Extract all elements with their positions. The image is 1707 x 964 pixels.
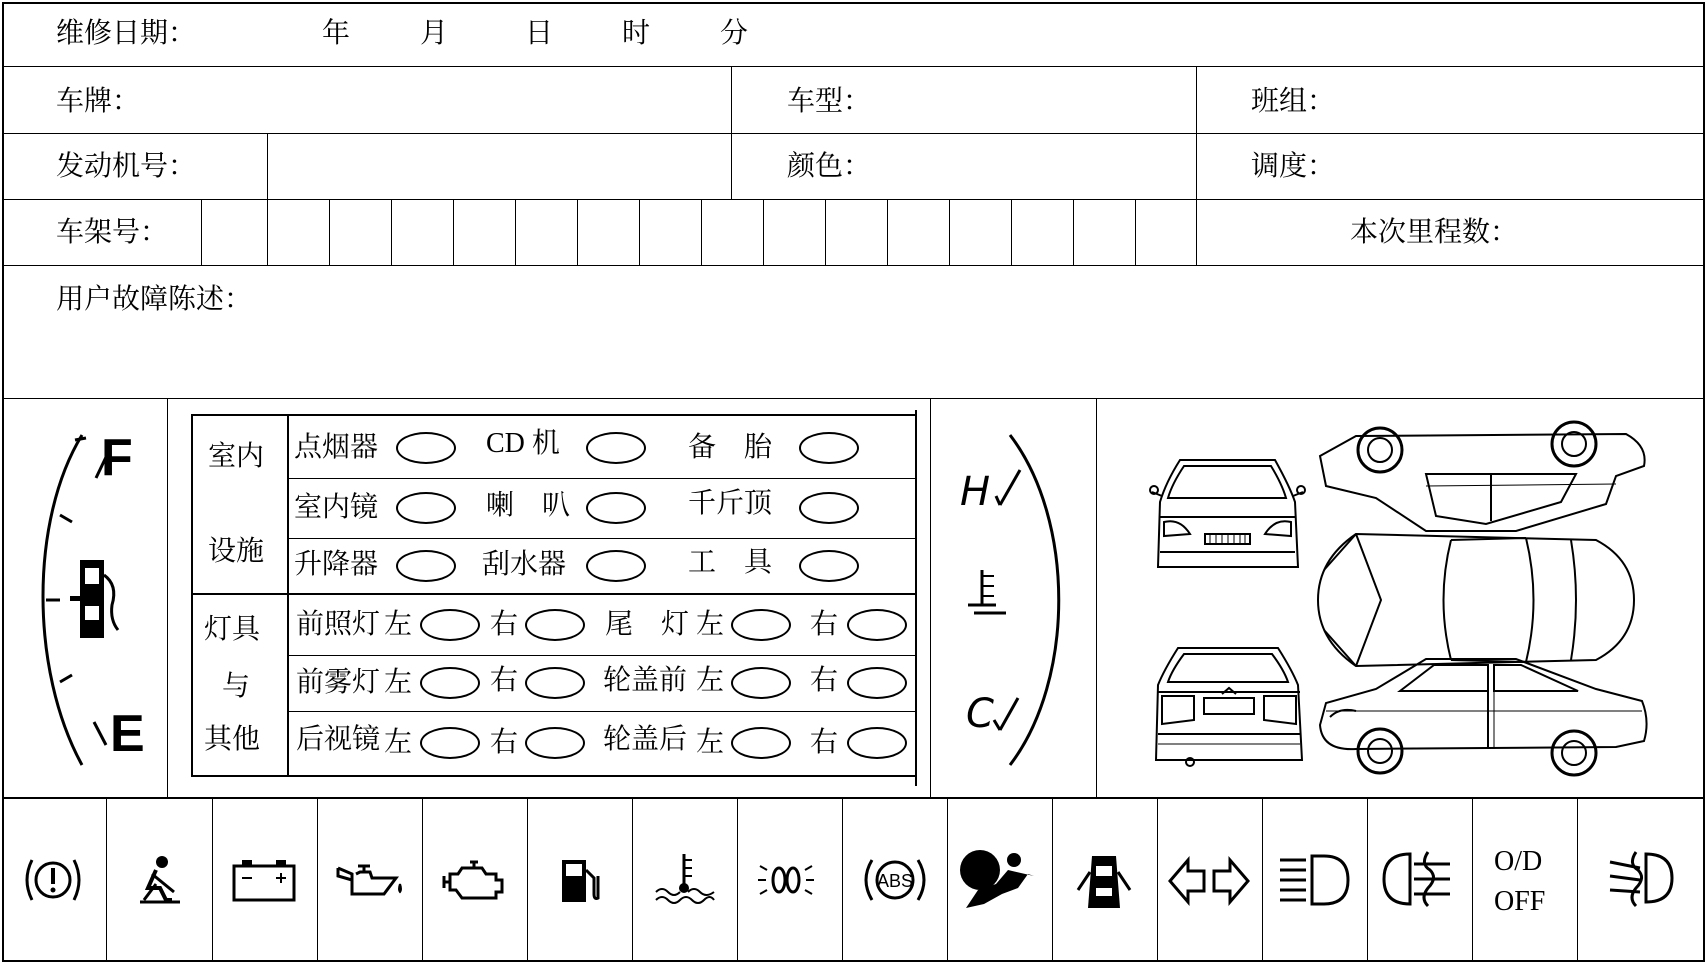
vin-cell-line [1135,199,1136,265]
taillight-left-label: 左 [696,609,725,640]
car-top-view-icon [1316,530,1636,670]
row-line-1 [2,66,1705,67]
car-side-view-top-icon [1316,416,1652,536]
seatbelt-warning-icon [136,854,184,906]
checklist-border [191,414,917,416]
complaint-label: 用户故障陈述： [56,284,253,315]
icon-cell-line [1262,797,1263,962]
checkbox-hubcap-front-right[interactable] [847,667,907,699]
border-bottom [2,960,1705,962]
item-jack: 千斤顶 [688,488,773,519]
icon-cell-line [1052,797,1053,962]
temp-cold-label: C [966,691,994,737]
od-off-line2: OFF [1494,886,1546,917]
fog-light-right-label: 右 [490,665,519,696]
hubcap-rear-right-label: 右 [810,727,839,758]
item-window-lifter: 升降器 [294,549,379,580]
engine-no-label: 发动机号： [56,151,197,182]
row-line-3 [2,199,1705,200]
door-open-icon [1076,852,1132,910]
col-line-engine [267,133,268,265]
checkbox-fog-light-left[interactable] [420,667,480,699]
item-tools: 工 具 [688,547,773,578]
checklist-group-line [191,593,917,595]
checkbox-rear-mirror-left[interactable] [420,727,480,759]
vin-cell-line [1073,199,1074,265]
airbag-warning-icon [958,846,1038,912]
checkbox-window-lifter[interactable] [396,550,456,582]
icon-cell-line [842,797,843,962]
icon-cell-line [1367,797,1368,962]
item-cd-player: CD 机 [486,428,560,459]
front-fog-light-icon [1606,848,1676,908]
headlight-left-label: 左 [384,609,413,640]
od-off-line1: O/D [1494,846,1543,877]
item-wiper: 刮水器 [482,549,567,580]
col-line-temp [1096,398,1097,797]
checklist-row-line [287,655,915,656]
checkbox-headlight-right[interactable] [525,609,585,641]
checkbox-wiper[interactable] [586,550,646,582]
car-front-view-icon [1150,452,1305,574]
row-line-4 [2,265,1705,266]
checklist-border [191,414,193,777]
col-line-team [1196,66,1197,266]
vin-cell-line [949,199,950,265]
fuel-full-label: F [101,429,133,487]
checkbox-hubcap-front-left[interactable] [731,667,791,699]
checkbox-spare-tire[interactable] [799,432,859,464]
item-taillight: 尾 灯 [605,609,690,640]
row-line-6 [2,797,1705,799]
item-hubcap-front: 轮盖前 [603,665,688,696]
icon-cell-line [947,797,948,962]
plate-label: 车牌： [56,86,141,117]
vin-cell-line [763,199,764,265]
abs-warning-icon [858,852,932,908]
day-label: 日 [525,18,554,49]
mileage-label: 本次里程数： [1350,217,1519,248]
checklist-border [915,410,917,786]
item-headlight: 前照灯 [296,609,381,640]
col-line-fuel [167,398,168,797]
vin-cell-line [515,199,516,265]
border-left [2,2,4,962]
taillight-right-label: 右 [810,609,839,640]
checkbox-taillight-right[interactable] [847,609,907,641]
col-line-vin-start [201,199,202,265]
item-horn: 喇 叭 [486,490,571,521]
checkbox-hubcap-rear-left[interactable] [731,727,791,759]
vin-cell-line [825,199,826,265]
high-beam-icon [1276,852,1352,908]
team-label: 班组： [1251,86,1336,117]
checkbox-taillight-left[interactable] [731,609,791,641]
checkbox-fog-light-right[interactable] [525,667,585,699]
rear-fog-light-icon [1380,848,1456,910]
hour-label: 时 [622,18,651,49]
checkbox-hubcap-rear-right[interactable] [847,727,907,759]
checkbox-interior-mirror[interactable] [396,492,456,524]
col-line-model [731,66,732,199]
icon-cell-line [632,797,633,962]
month-label: 月 [420,18,449,49]
icon-cell-line [422,797,423,962]
icon-cell-line [1472,797,1473,962]
border-right [1703,2,1705,962]
color-label: 颜色： [787,151,872,182]
group-interior-2: 设施 [208,536,265,567]
checkbox-headlight-left[interactable] [420,609,480,641]
col-line-checklist-end [930,398,931,797]
hubcap-front-right-label: 右 [810,665,839,696]
vin-cell-line [1011,199,1012,265]
vin-cell-line [329,199,330,265]
vin-label: 车架号： [56,217,169,248]
checklist-border [191,775,917,777]
vin-cell-line [887,199,888,265]
vin-cell-line [701,199,702,265]
repair-date-label: 维修日期： [56,18,197,49]
vin-cell-line [453,199,454,265]
year-label: 年 [322,18,351,49]
coolant-temperature-icon [652,850,718,906]
icon-cell-line [737,797,738,962]
icon-cell-line [317,797,318,962]
item-fog-light: 前雾灯 [296,667,381,698]
checklist-row-line [287,478,915,479]
checkbox-tools[interactable] [799,550,859,582]
oil-pressure-icon [334,858,406,902]
row-line-2 [2,133,1705,134]
vin-cell-line [577,199,578,265]
turn-signal-icon [1166,856,1252,906]
dispatch-label: 调度： [1251,151,1336,182]
temp-hot-label: H [960,469,991,515]
hubcap-front-left-label: 左 [696,665,725,696]
car-side-view-bottom-icon [1316,655,1652,780]
icon-cell-line [527,797,528,962]
group-lights-1: 灯具 [204,614,261,645]
item-hubcap-rear: 轮盖后 [603,724,688,755]
checklist-row-line [287,711,915,712]
item-cigarette-lighter: 点烟器 [294,432,379,463]
vin-cell-line [639,199,640,265]
checkbox-rear-mirror-right[interactable] [525,727,585,759]
rear-mirror-right-label: 右 [490,727,519,758]
headlight-right-label: 右 [490,609,519,640]
checkbox-cigarette-lighter[interactable] [396,432,456,464]
checkbox-jack[interactable] [799,492,859,524]
fog-light-left-label: 左 [384,667,413,698]
car-rear-view-icon [1150,640,1310,770]
brake-warning-icon [22,852,84,908]
vin-cell-line [391,199,392,265]
hubcap-rear-left-label: 左 [696,727,725,758]
border-top [2,2,1705,4]
checkbox-horn[interactable] [586,492,646,524]
group-lights-3: 其他 [204,724,261,755]
icon-cell-line [1577,797,1578,962]
item-spare-tire: 备 胎 [688,432,773,463]
icon-cell-line [1157,797,1158,962]
checklist-group-divider [287,414,289,777]
icon-cell-line [212,797,213,962]
rear-mirror-left-label: 左 [384,727,413,758]
battery-warning-icon [230,856,298,904]
minute-label: 分 [720,18,749,49]
checklist-row-line [287,538,915,539]
abs-text: ABS [876,871,914,891]
low-fuel-icon [558,856,602,906]
row-line-5 [2,398,1705,399]
item-rear-mirror: 后视镜 [296,724,381,755]
icon-cell-line [106,797,107,962]
item-interior-mirror: 室内镜 [294,492,379,523]
group-lights-2: 与 [222,671,251,702]
fuel-empty-label: E [110,705,145,763]
checkbox-cd-player[interactable] [586,432,646,464]
exterior-light-fault-icon [754,858,818,902]
model-label: 车型： [787,86,872,117]
group-interior-1: 室内 [208,441,265,472]
check-engine-icon [440,858,510,904]
